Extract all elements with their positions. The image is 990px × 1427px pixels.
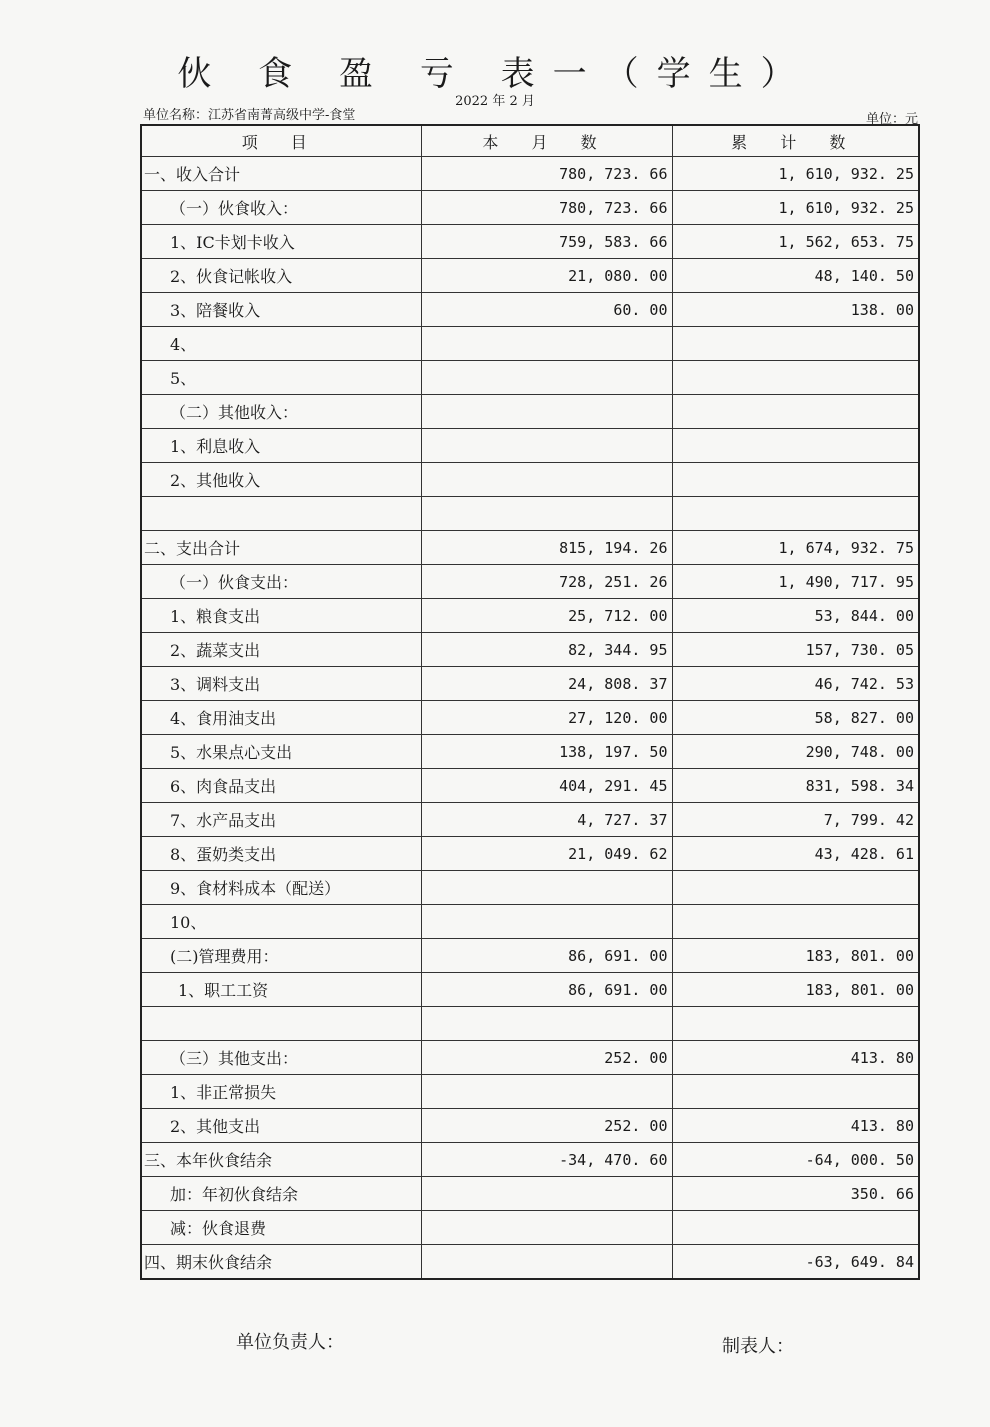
row-cumulative-value: 831, 598. 34 (672, 769, 919, 803)
table-row (141, 225, 919, 259)
row-cumulative-value (672, 905, 919, 939)
table-row (141, 293, 919, 327)
row-label: 2、其他收入 (141, 463, 421, 497)
row-label: 2、其他支出 (141, 1109, 421, 1143)
row-cumulative-value: 58, 827. 00 (672, 701, 919, 735)
row-label: 4、食用油支出 (141, 701, 421, 735)
row-cumulative-value: -64, 000. 50 (672, 1143, 919, 1177)
row-cumulative-value: 1, 610, 932. 25 (672, 191, 919, 225)
row-month-value: 728, 251. 26 (421, 565, 672, 599)
row-label: 5、水果点心支出 (141, 735, 421, 769)
row-month-value (421, 871, 672, 905)
currency-unit: 单位：元 (865, 112, 918, 127)
row-cumulative-value: 138. 00 (672, 293, 919, 327)
row-cumulative-value: 53, 844. 00 (672, 599, 919, 633)
row-label: 三、本年伙食结余 (141, 1143, 421, 1177)
unit-name: 单位名称：江苏省南菁高级中学-食堂 (143, 108, 356, 123)
table-row (141, 395, 919, 429)
row-cumulative-value: 1, 674, 932. 75 (672, 531, 919, 565)
row-label: 2、蔬菜支出 (141, 633, 421, 667)
row-cumulative-value: 46, 742. 53 (672, 667, 919, 701)
row-month-value: 27, 120. 00 (421, 701, 672, 735)
row-month-value: 86, 691. 00 (421, 973, 672, 1007)
row-month-value (421, 395, 672, 429)
row-month-value: 4, 727. 37 (421, 803, 672, 837)
row-cumulative-value: 413. 80 (672, 1109, 919, 1143)
row-label (141, 1007, 421, 1041)
page-title: 伙 食 盈 亏 表一（学生） (177, 54, 813, 94)
row-label: 1、非正常损失 (141, 1075, 421, 1109)
row-cumulative-value: 1, 490, 717. 95 (672, 565, 919, 599)
table-row (141, 1075, 919, 1109)
row-label: 1、IC卡划卡收入 (141, 225, 421, 259)
table-row (141, 565, 919, 599)
row-cumulative-value (672, 1075, 919, 1109)
table-header-row (141, 125, 919, 157)
row-cumulative-value (672, 463, 919, 497)
row-label: (二)管理费用： (141, 939, 421, 973)
row-label: 2、伙食记帐收入 (141, 259, 421, 293)
row-month-value: 21, 080. 00 (421, 259, 672, 293)
row-month-value (421, 905, 672, 939)
row-month-value (421, 1177, 672, 1211)
header-item: 项 目 (141, 125, 421, 157)
table-row (141, 463, 919, 497)
table-row (141, 361, 919, 395)
table-row (141, 1211, 919, 1245)
table-body (141, 157, 919, 1280)
row-label: 9、食材料成本（配送） (141, 871, 421, 905)
table-row (141, 327, 919, 361)
row-cumulative-value: 43, 428. 61 (672, 837, 919, 871)
table-row (141, 871, 919, 905)
table-row (141, 735, 919, 769)
row-label: 1、利息收入 (141, 429, 421, 463)
row-label: 加：年初伙食结余 (141, 1177, 421, 1211)
row-month-value: 25, 712. 00 (421, 599, 672, 633)
row-cumulative-value: 1, 562, 653. 75 (672, 225, 919, 259)
row-cumulative-value: 7, 799. 42 (672, 803, 919, 837)
row-label: 6、肉食品支出 (141, 769, 421, 803)
row-month-value: 24, 808. 37 (421, 667, 672, 701)
row-label: （三）其他支出： (141, 1041, 421, 1075)
report-period: 2022 年 2 月 (455, 94, 535, 109)
row-label: 减：伙食退费 (141, 1211, 421, 1245)
row-month-value: 780, 723. 66 (421, 191, 672, 225)
header-month: 本 月 数 (421, 125, 672, 157)
row-cumulative-value (672, 1211, 919, 1245)
row-cumulative-value (672, 871, 919, 905)
responsible-person-label: 单位负责人： (236, 1332, 344, 1353)
header-cumulative: 累 计 数 (672, 125, 919, 157)
table-row (141, 1177, 919, 1211)
table-row (141, 973, 919, 1007)
row-cumulative-value: 350. 66 (672, 1177, 919, 1211)
row-cumulative-value (672, 327, 919, 361)
table-row (141, 837, 919, 871)
table-row (141, 1109, 919, 1143)
row-month-value (421, 1007, 672, 1041)
row-month-value: 86, 691. 00 (421, 939, 672, 973)
preparer-label: 制表人： (722, 1336, 794, 1357)
row-month-value (421, 327, 672, 361)
row-cumulative-value (672, 497, 919, 531)
row-cumulative-value: 48, 140. 50 (672, 259, 919, 293)
row-label: （一）伙食支出： (141, 565, 421, 599)
table-row (141, 905, 919, 939)
row-cumulative-value: -63, 649. 84 (672, 1245, 919, 1280)
row-month-value (421, 497, 672, 531)
row-month-value (421, 1245, 672, 1280)
row-label: （一）伙食收入： (141, 191, 421, 225)
table-row (141, 497, 919, 531)
row-month-value: 21, 049. 62 (421, 837, 672, 871)
row-month-value: 780, 723. 66 (421, 157, 672, 191)
row-label: 7、水产品支出 (141, 803, 421, 837)
table-row (141, 1143, 919, 1177)
table-row (141, 701, 919, 735)
row-cumulative-value: 183, 801. 00 (672, 939, 919, 973)
profit-loss-table (140, 124, 920, 1280)
row-label: 二、支出合计 (141, 531, 421, 565)
row-month-value: -34, 470. 60 (421, 1143, 672, 1177)
table-row (141, 157, 919, 191)
table-row (141, 429, 919, 463)
row-month-value: 60. 00 (421, 293, 672, 327)
row-cumulative-value: 413. 80 (672, 1041, 919, 1075)
row-label: 10、 (141, 905, 421, 939)
row-label: 一、收入合计 (141, 157, 421, 191)
row-month-value: 759, 583. 66 (421, 225, 672, 259)
row-month-value: 404, 291. 45 (421, 769, 672, 803)
row-month-value: 252. 00 (421, 1041, 672, 1075)
table-row (141, 939, 919, 973)
table-row (141, 667, 919, 701)
row-month-value: 138, 197. 50 (421, 735, 672, 769)
row-label: 3、调料支出 (141, 667, 421, 701)
row-month-value: 82, 344. 95 (421, 633, 672, 667)
row-cumulative-value (672, 361, 919, 395)
row-label: 4、 (141, 327, 421, 361)
table-row (141, 1245, 919, 1280)
row-label: 5、 (141, 361, 421, 395)
row-month-value (421, 463, 672, 497)
table-row (141, 769, 919, 803)
table-row (141, 259, 919, 293)
row-label (141, 497, 421, 531)
row-month-value: 252. 00 (421, 1109, 672, 1143)
table-row (141, 803, 919, 837)
row-cumulative-value: 183, 801. 00 (672, 973, 919, 1007)
table-row (141, 599, 919, 633)
row-month-value: 815, 194. 26 (421, 531, 672, 565)
table-row (141, 531, 919, 565)
row-cumulative-value: 1, 610, 932. 25 (672, 157, 919, 191)
row-month-value (421, 1075, 672, 1109)
row-month-value (421, 361, 672, 395)
table-row (141, 1041, 919, 1075)
table-row (141, 191, 919, 225)
row-label: 8、蛋奶类支出 (141, 837, 421, 871)
row-cumulative-value (672, 1007, 919, 1041)
row-month-value (421, 429, 672, 463)
row-label: 1、粮食支出 (141, 599, 421, 633)
row-cumulative-value (672, 395, 919, 429)
row-label: （二）其他收入： (141, 395, 421, 429)
row-label: 3、陪餐收入 (141, 293, 421, 327)
row-label: 四、期末伙食结余 (141, 1245, 421, 1280)
table-row (141, 633, 919, 667)
row-label: 1、职工工资 (141, 973, 421, 1007)
table-row (141, 1007, 919, 1041)
row-cumulative-value: 290, 748. 00 (672, 735, 919, 769)
row-cumulative-value (672, 429, 919, 463)
row-month-value (421, 1211, 672, 1245)
row-cumulative-value: 157, 730. 05 (672, 633, 919, 667)
